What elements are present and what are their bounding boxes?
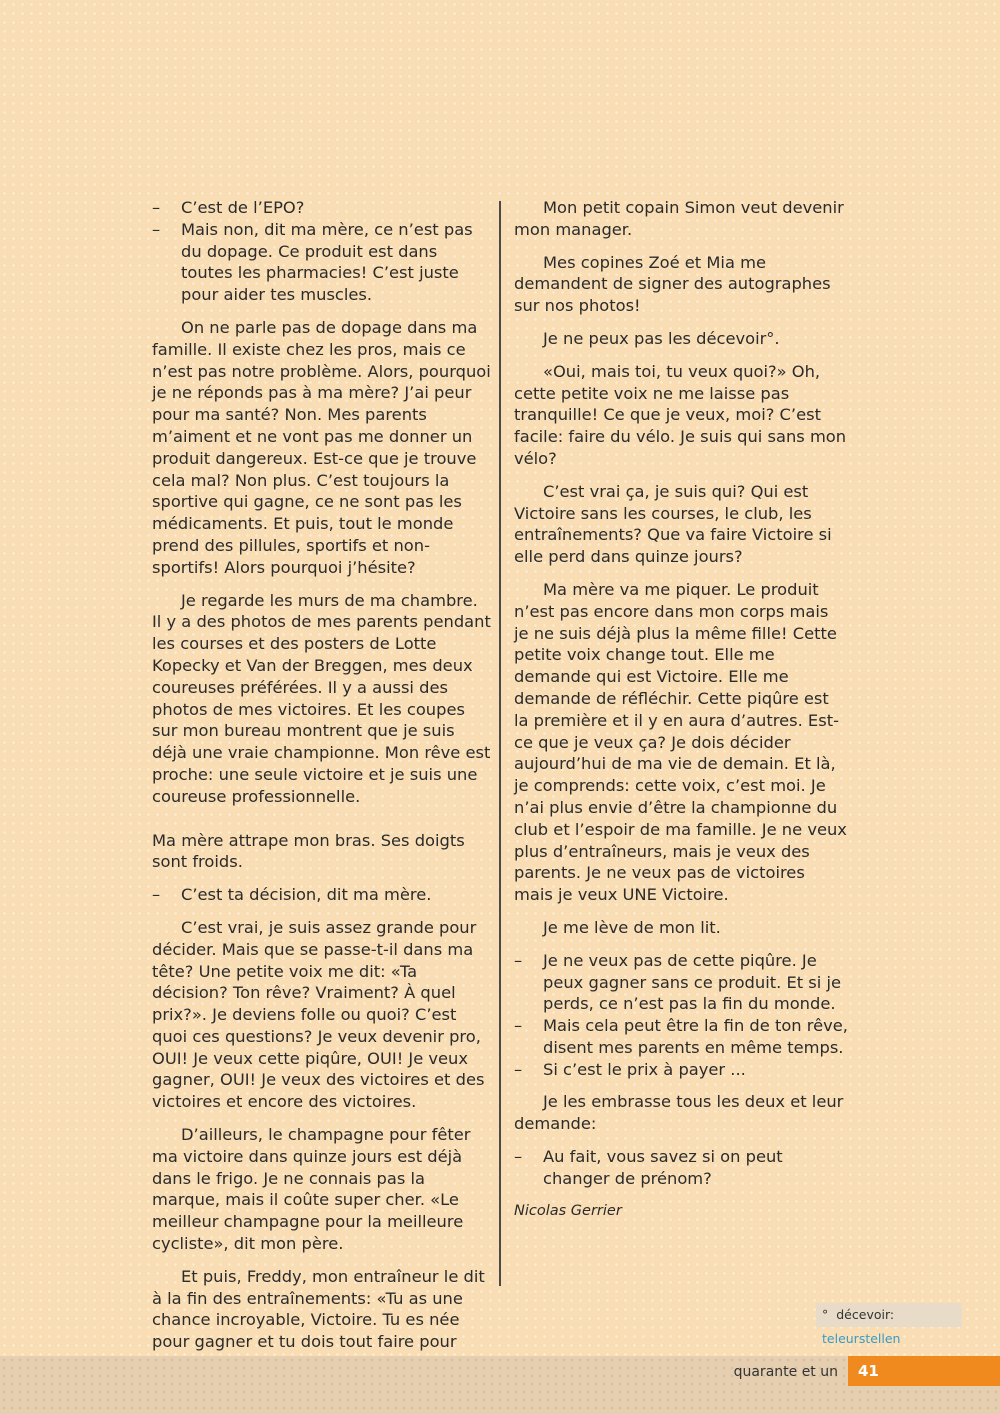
paragraph: D’ailleurs, le champagne pour fêter ma victoire dans quinze jours est déjà dans le frigo. Je ne connais pas la marque, mais il coûte super cher. «Le meilleur champagne pour la meilleure cycliste», dit mon père. <box>152 1125 471 1254</box>
paragraph: C’est vrai ça, je suis qui? Qui est Victoire sans les courses, le club, les entraînements? Que va faire Victoire si elle perd dans quinze jours? <box>514 481 832 567</box>
paragraph: Ma mère va me piquer. Le produit n’est pas encore dans mon corps mais je ne suis déjà plus la même fille! Cette petite voix change tout. Elle me demande qui est Victoire. Elle me demande de réfléchir. Cette piqûre est la première et il y en aura d’autres. Est-ce que je veux ça? Je dois décider aujourd’hui de ma vie de demain. Et là, je comprends: cette voix, c’est moi. Je n’ai plus envie d’être la championne du club et l’espoir de ma famille. Je ne veux plus d’entraîneurs, mais je veux des parents. Je ne veux pas de victoires mais je veux UNE Victoire. <box>514 579 847 905</box>
footnote <box>816 1303 962 1346</box>
paragraph: «Oui, mais toi, tu veux quoi?» Oh, cette petite voix ne me laisse pas tranquille! Ce que je veux, moi? C’est facile: faire du vélo. Je suis qui sans mon vélo? <box>514 361 847 468</box>
page-number: 41 <box>848 1356 1000 1386</box>
paragraph: Je regarde les murs de ma chambre. Il y a des photos de mes parents pendant les courses et des posters de Lotte Kopecky et Van der Breggen, mes deux coureuses préférées. Il y a aussi des photos de mes victoires. Et les coupes sur mon bureau montrent que je suis déjà une vraie championne. Mon rêve est proche: une seule victoire et je suis une coureuse professionnelle. <box>152 590 491 806</box>
paragraph: Je me lève de mon lit. <box>543 917 721 937</box>
left-column <box>152 197 492 1386</box>
dialogue-line: – Mais cela peut être la fin de ton rêve, disent mes parents en même temps. <box>514 1015 848 1059</box>
paragraph: Mon petit copain Simon veut devenir mon manager. <box>514 198 844 239</box>
paragraph: C’est vrai, je suis assez grande pour décider. Mais que se passe-t-il dans ma tête? Une petite voix me dit: «Ta décision? Ton rêve? Vraiment? À quel prix?». Je deviens folle ou quoi? C’est quoi ces questions? Je veux devenir pro, OUI! Je veux cette piqûre, OUI! Je veux gagner, OUI! Je veux des victoires et des victoires et encore des victoires. <box>152 917 485 1112</box>
dialogue-line: – C’est ta décision, dit ma mère. <box>152 884 492 906</box>
author-signature: Nicolas Gerrier <box>514 1202 622 1219</box>
dialogue-line: – C’est de l’EPO? <box>152 197 492 219</box>
dialogue-line: – Je ne veux pas de cette piqûre. Je peux gagner sans ce produit. Et si je perds, ce n’est pas la fin du monde. <box>514 950 848 1015</box>
dialogue-line: – Mais non, dit ma mère, ce n’est pas du dopage. Ce produit est dans toutes les pharmacies! C’est juste pour aider tes muscles. <box>152 219 492 306</box>
dialogue-line: – Si c’est le prix à payer ... <box>514 1059 848 1081</box>
paragraph: Je ne peux pas les décevoir°. <box>543 328 780 348</box>
paragraph: Ma mère attrape mon bras. Ses doigts sont froids. <box>152 830 465 872</box>
paragraph: Mes copines Zoé et Mia me demandent de signer des autographes sur nos photos! <box>514 252 831 316</box>
footnote-translation: teleurstellen <box>822 1331 901 1346</box>
page-number-words: quarante et un <box>733 1364 838 1380</box>
right-column <box>514 197 848 1233</box>
footnote-marker: ° <box>822 1307 829 1322</box>
dialogue-line: – Au fait, vous savez si on peut changer de prénom? <box>514 1146 848 1190</box>
paragraph: Et puis, Freddy, mon entraîneur le dit à la fin des entraînements: «Tu as une chance incroyable, Victoire. Tu es née pour gagner et tu dois tout faire pour <box>152 1266 485 1352</box>
footnote-word: décevoir: <box>836 1307 895 1322</box>
column-divider <box>499 201 501 1286</box>
paragraph: Je les embrasse tous les deux et leur demande: <box>514 1092 844 1134</box>
paragraph: On ne parle pas de dopage dans ma famille. Il existe chez les pros, mais ce n’est pas notre problème. Alors, pourquoi je ne réponds pas à ma mère? J’ai peur pour ma santé? Non. Mes parents m’aiment et ne vont pas me donner un produit dangereux. Est-ce que je trouve cela mal? Non plus. C’est toujours la sportive qui gagne, ce ne sont pas les médicaments. Et puis, tout le monde prend des pillules, sportifs et non-sportifs! Alors pourquoi j’hésite? <box>152 317 491 577</box>
